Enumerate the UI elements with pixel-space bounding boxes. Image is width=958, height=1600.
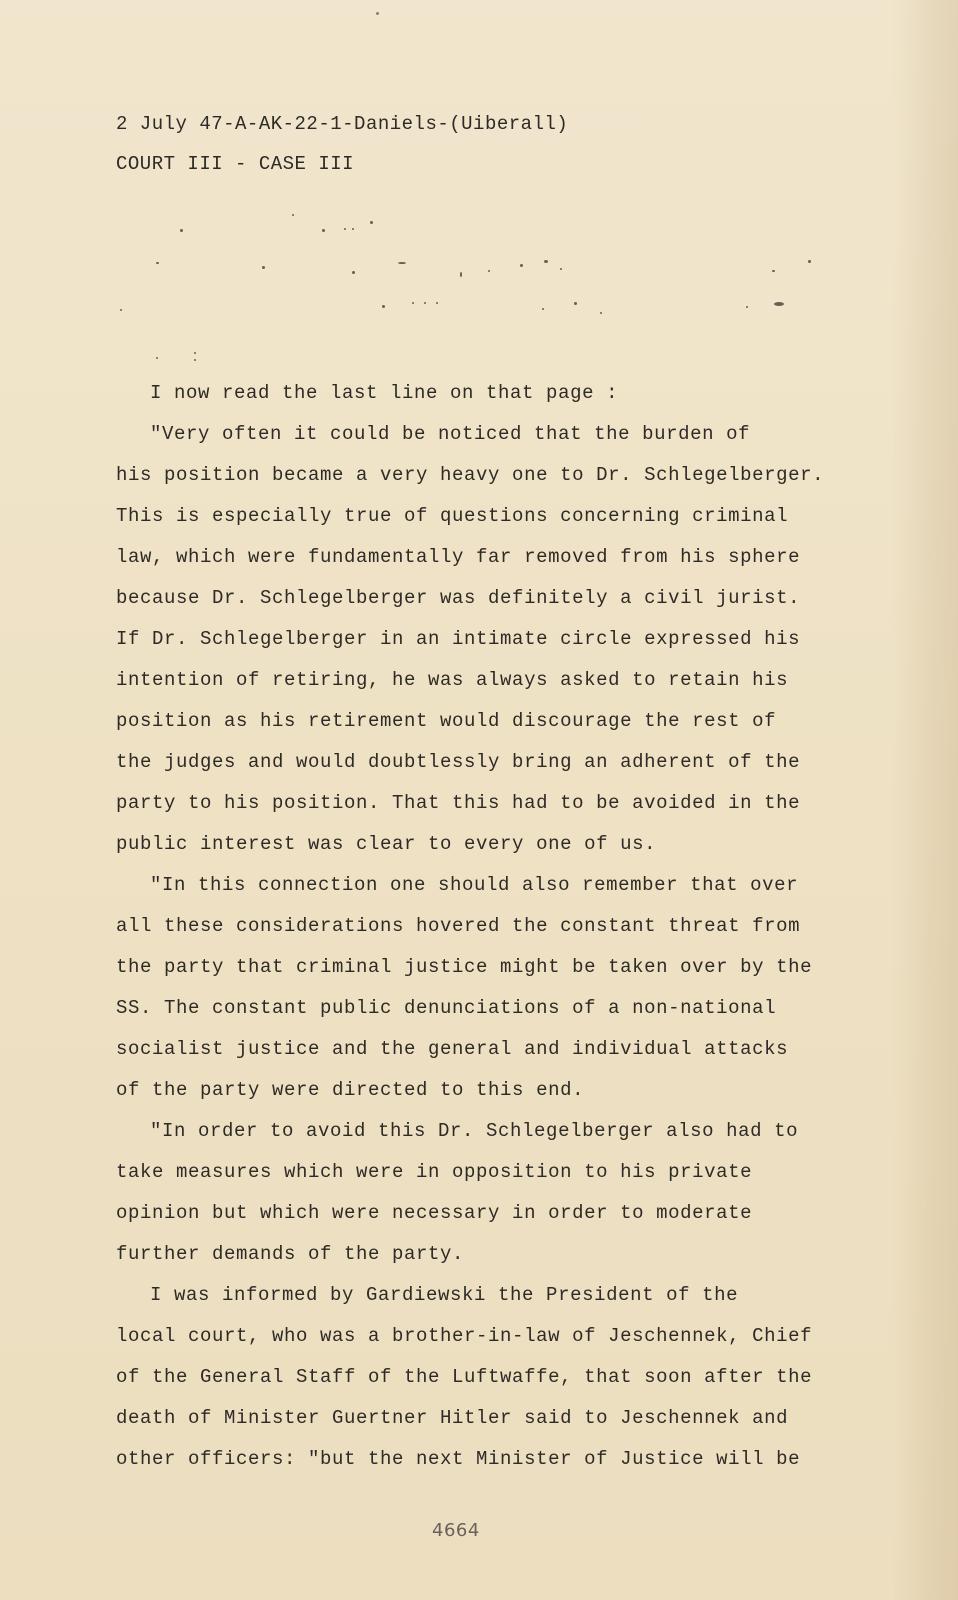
- body-line-27: other officers: "but the next Minister of Justice will be: [116, 1448, 801, 1470]
- header-court-line: COURT III - CASE III: [116, 153, 355, 175]
- body-line-1: I now read the last line on that page :: [150, 382, 619, 404]
- body-line-15: the party that criminal justice might be taken over by the: [116, 956, 813, 978]
- body-line-21: opinion but which were necessary in order to moderate: [116, 1202, 753, 1224]
- body-line-18: of the party were directed to this end.: [116, 1079, 585, 1101]
- body-line-26: death of Minister Guertner Hitler said to Jeschennek and: [116, 1407, 789, 1429]
- body-line-23: I was informed by Gardiewski the President of the: [150, 1284, 739, 1306]
- body-line-22: further demands of the party.: [116, 1243, 465, 1265]
- body-line-24: local court, who was a brother-in-law of Jeschennek, Chief: [116, 1325, 813, 1347]
- body-line-9: position as his retirement would discourage the rest of: [116, 710, 777, 732]
- body-line-4: This is especially true of questions concerning criminal: [116, 505, 789, 527]
- page-number: 4664: [432, 1520, 480, 1541]
- body-line-19: "In order to avoid this Dr. Schlegelberger also had to: [150, 1120, 799, 1142]
- header-reference-line: 2 July 47-A-AK-22-1-Daniels-(Uiberall): [116, 113, 569, 135]
- body-line-10: the judges and would doubtlessly bring an adherent of the: [116, 751, 801, 773]
- body-line-3: his position became a very heavy one to Dr. Schlegelberger.: [116, 464, 825, 486]
- body-line-25: of the General Staff of the Luftwaffe, that soon after the: [116, 1366, 813, 1388]
- body-line-8: intention of retiring, he was always asked to retain his: [116, 669, 789, 691]
- paper-mark: [376, 12, 379, 15]
- body-line-12: public interest was clear to every one of us.: [116, 833, 657, 855]
- body-line-11: party to his position. That this had to be avoided in the: [116, 792, 801, 814]
- body-line-16: SS. The constant public denunciations of a non-national: [116, 997, 777, 1019]
- body-line-13: "In this connection one should also remember that over: [150, 874, 799, 896]
- body-line-5: law, which were fundamentally far removed from his sphere: [116, 546, 801, 568]
- body-line-20: take measures which were in opposition to his private: [116, 1161, 753, 1183]
- body-line-7: If Dr. Schlegelberger in an intimate circle expressed his: [116, 628, 801, 650]
- body-line-6: because Dr. Schlegelberger was definitely a civil jurist.: [116, 587, 801, 609]
- body-line-17: socialist justice and the general and individual attacks: [116, 1038, 789, 1060]
- body-line-2: "Very often it could be noticed that the burden of: [150, 423, 751, 445]
- body-line-14: all these considerations hovered the constant threat from: [116, 915, 801, 937]
